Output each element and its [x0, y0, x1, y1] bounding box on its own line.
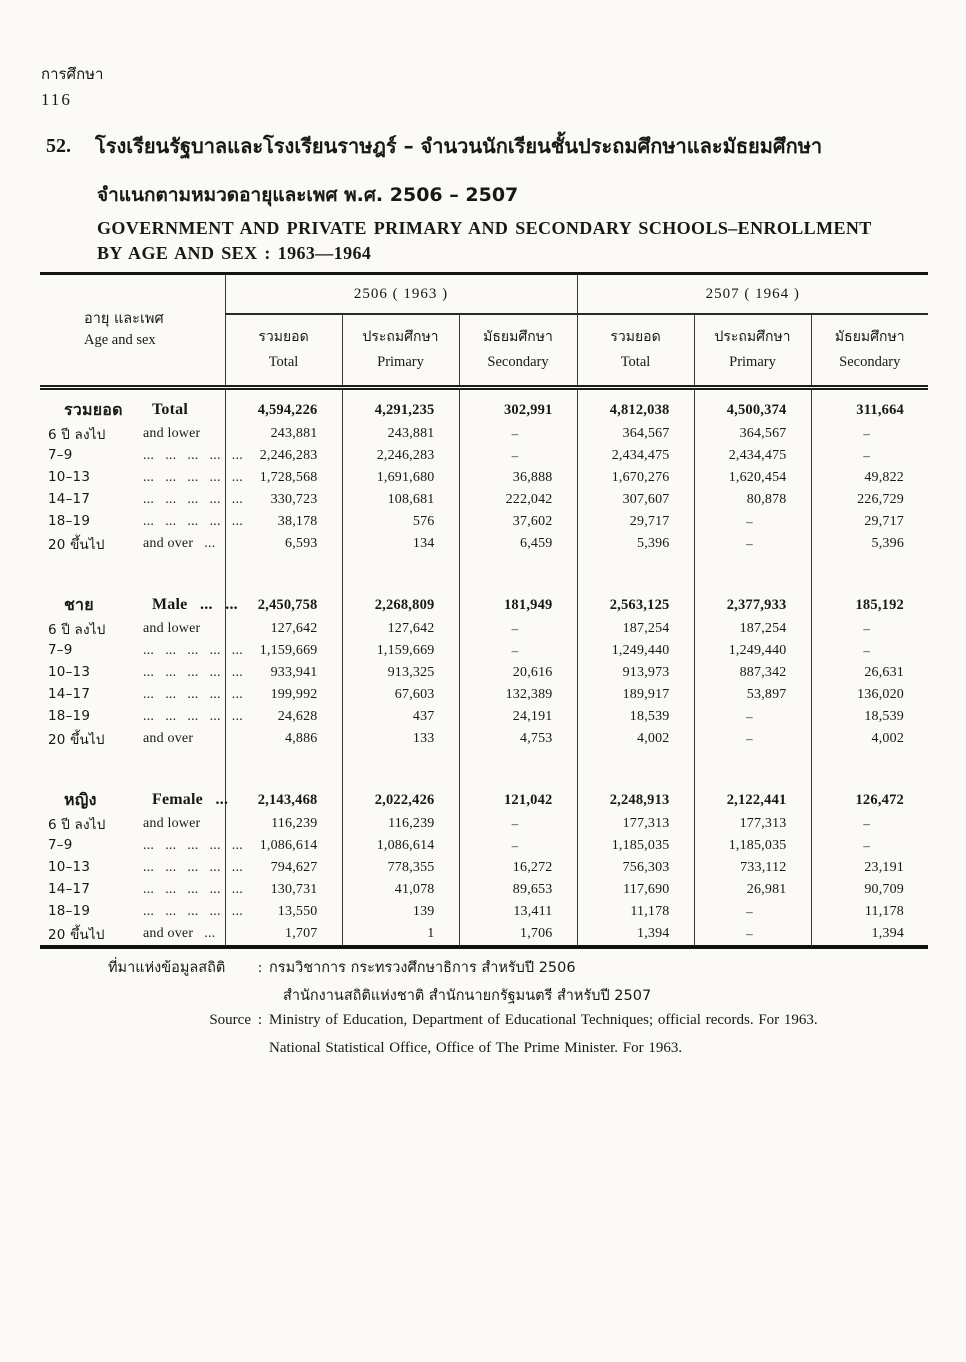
- column-header-english: Total: [620, 353, 651, 370]
- row-label: 18–19 ... ... ... ... ...: [48, 708, 243, 724]
- table-row: [40, 728, 928, 750]
- table-row: [40, 901, 928, 923]
- table-row: [40, 423, 928, 445]
- cell-value: 13,411: [459, 901, 577, 923]
- source-text-thai-2: สำนักงานสถิติแห่งชาติ สำนักนายกรัฐมนตรี สำหรับปี 2507: [283, 988, 652, 1004]
- cell-value: 1,707: [225, 923, 342, 947]
- cell-value: –: [694, 901, 811, 923]
- row-label: 6 ปี ลงไป and lower: [48, 620, 201, 638]
- enrollment-table: [40, 272, 928, 949]
- column-header-thai: มัธยมศึกษา: [483, 328, 553, 345]
- column-header-english: Primary: [377, 353, 424, 370]
- table-row: [40, 706, 928, 728]
- cell-value: 11,178: [577, 901, 694, 923]
- column-header-english: Total: [268, 353, 299, 370]
- cell-value: –: [459, 813, 577, 835]
- cell-value: 330,723: [225, 489, 342, 511]
- row-label: 6 ปี ลงไป and lower: [48, 425, 201, 443]
- row-label: ชาย Male ... ...: [64, 594, 238, 614]
- cell-value: 49,822: [811, 467, 928, 489]
- cell-value: 134: [342, 533, 459, 555]
- table-title-block: [46, 136, 926, 262]
- row-label: 14–17 ... ... ... ... ...: [48, 881, 243, 897]
- row-label: 10–13 ... ... ... ... ...: [48, 859, 243, 875]
- table-row: [40, 662, 928, 684]
- table-row: [40, 879, 928, 901]
- column-header-thai: ประถมศึกษา: [714, 328, 791, 345]
- cell-value: 437: [342, 706, 459, 728]
- cell-value: 24,191: [459, 706, 577, 728]
- cell-value: 913,325: [342, 662, 459, 684]
- cell-value: –: [811, 423, 928, 445]
- cell-value: 90,709: [811, 879, 928, 901]
- cell-value: 1,394: [811, 923, 928, 947]
- row-label: 7–9 ... ... ... ... ...: [48, 447, 243, 463]
- cell-value: 1,706: [459, 923, 577, 947]
- cell-value: 185,192: [811, 593, 928, 618]
- source-text-english-1: Ministry of Education, Department of Educational Techniques; official records. For 1963.: [269, 1012, 818, 1028]
- cell-value: 1,620,454: [694, 467, 811, 489]
- cell-value: 1,249,440: [694, 640, 811, 662]
- cell-value: 2,434,475: [577, 445, 694, 467]
- cell-value: 2,143,468: [225, 788, 342, 813]
- cell-value: –: [694, 533, 811, 555]
- cell-value: 1,394: [577, 923, 694, 947]
- cell-value: 127,642: [225, 618, 342, 640]
- cell-value: 4,812,038: [577, 398, 694, 423]
- cell-value: –: [811, 618, 928, 640]
- cell-value: –: [811, 445, 928, 467]
- cell-value: 53,897: [694, 684, 811, 706]
- cell-value: 794,627: [225, 857, 342, 879]
- cell-value: 4,291,235: [342, 398, 459, 423]
- cell-value: 933,941: [225, 662, 342, 684]
- cell-value: –: [459, 640, 577, 662]
- cell-value: 4,886: [225, 728, 342, 750]
- cell-value: –: [694, 706, 811, 728]
- source-line-english-2: [108, 1040, 928, 1068]
- table-row: [40, 835, 928, 857]
- cell-value: 4,500,374: [694, 398, 811, 423]
- column-header-english: Secondary: [839, 353, 901, 370]
- cell-value: 1,728,568: [225, 467, 342, 489]
- table-row: [40, 813, 928, 835]
- cell-value: 41,078: [342, 879, 459, 901]
- cell-value: 733,112: [694, 857, 811, 879]
- cell-value: 189,917: [577, 684, 694, 706]
- cell-value: 364,567: [694, 423, 811, 445]
- cell-value: 4,594,226: [225, 398, 342, 423]
- cell-value: 1,670,276: [577, 467, 694, 489]
- cell-value: 2,246,283: [225, 445, 342, 467]
- cell-value: 177,313: [577, 813, 694, 835]
- cell-value: 1,249,440: [577, 640, 694, 662]
- table-index-number: 52.: [46, 135, 71, 157]
- page-number: 116: [41, 90, 72, 109]
- title-thai-line2: จำแนกตามหมวดอายุและเพศ พ.ศ. 2506 – 2507: [97, 184, 519, 206]
- title-thai-line1: โรงเรียนรัฐบาลและโรงเรียนราษฎร์ – จำนวนนักเรียนชั้นประถมศึกษาและมัธยมศึกษา: [95, 134, 823, 158]
- table-row: [40, 511, 928, 533]
- cell-value: 38,178: [225, 511, 342, 533]
- table-row: [40, 923, 928, 947]
- table-row: [40, 467, 928, 489]
- cell-value: 187,254: [577, 618, 694, 640]
- cell-value: 2,434,475: [694, 445, 811, 467]
- cell-value: 199,992: [225, 684, 342, 706]
- source-label-english: Source: [209, 1012, 251, 1028]
- cell-value: –: [459, 423, 577, 445]
- row-label: รวมยอด Total: [64, 399, 188, 419]
- cell-value: 187,254: [694, 618, 811, 640]
- cell-value: 130,731: [225, 879, 342, 901]
- row-label: 20 ขึ้นไป and over ...: [48, 535, 216, 553]
- cell-value: 311,664: [811, 398, 928, 423]
- cell-value: –: [459, 445, 577, 467]
- cell-value: 11,178: [811, 901, 928, 923]
- cell-value: 132,389: [459, 684, 577, 706]
- cell-value: 2,246,283: [342, 445, 459, 467]
- cell-value: 89,653: [459, 879, 577, 901]
- cell-value: 1: [342, 923, 459, 947]
- cell-value: –: [694, 728, 811, 750]
- column-header-english: Secondary: [487, 353, 549, 370]
- cell-value: 302,991: [459, 398, 577, 423]
- cell-value: 80,878: [694, 489, 811, 511]
- cell-value: 5,396: [811, 533, 928, 555]
- column-header-total-1963: [225, 314, 342, 388]
- cell-value: 1,185,035: [694, 835, 811, 857]
- year-group-header-1963: 2506 ( 1963 ): [225, 274, 577, 315]
- group-header-row-male: [40, 593, 928, 618]
- column-header-english: Primary: [729, 353, 776, 370]
- source-line-thai-1: [108, 956, 928, 984]
- row-label: 14–17 ... ... ... ... ...: [48, 686, 243, 702]
- table-row: [40, 857, 928, 879]
- cell-value: 2,563,125: [577, 593, 694, 618]
- cell-value: 2,122,441: [694, 788, 811, 813]
- cell-value: 36,888: [459, 467, 577, 489]
- cell-value: 2,450,758: [225, 593, 342, 618]
- cell-value: 226,729: [811, 489, 928, 511]
- cell-value: 222,042: [459, 489, 577, 511]
- cell-value: 133: [342, 728, 459, 750]
- cell-value: 16,272: [459, 857, 577, 879]
- title-english-line2: BY AGE AND SEX : 1963—1964: [97, 243, 372, 263]
- cell-value: 26,631: [811, 662, 928, 684]
- table-body: [40, 388, 928, 947]
- cell-value: 181,949: [459, 593, 577, 618]
- cell-value: 29,717: [577, 511, 694, 533]
- column-header-secondary-1963: [459, 314, 577, 388]
- table-header: [40, 274, 928, 388]
- cell-value: 18,539: [811, 706, 928, 728]
- row-label: หญิง Female ...: [64, 789, 229, 809]
- cell-value: 4,753: [459, 728, 577, 750]
- cell-value: –: [811, 835, 928, 857]
- cell-value: 177,313: [694, 813, 811, 835]
- cell-value: 1,159,669: [342, 640, 459, 662]
- cell-value: 116,239: [342, 813, 459, 835]
- cell-value: 243,881: [342, 423, 459, 445]
- table-row: [40, 533, 928, 555]
- cell-value: 117,690: [577, 879, 694, 901]
- cell-value: 1,691,680: [342, 467, 459, 489]
- column-header-thai: รวมยอด: [258, 328, 309, 345]
- cell-value: 307,607: [577, 489, 694, 511]
- page-category: การศึกษา: [41, 65, 104, 83]
- row-label: 6 ปี ลงไป and lower: [48, 815, 201, 833]
- cell-value: 1,185,035: [577, 835, 694, 857]
- source-line-english-1: [108, 1012, 928, 1040]
- cell-value: 887,342: [694, 662, 811, 684]
- cell-value: –: [694, 923, 811, 947]
- row-label: 14–17 ... ... ... ... ...: [48, 491, 243, 507]
- cell-value: 2,022,426: [342, 788, 459, 813]
- cell-value: 20,616: [459, 662, 577, 684]
- cell-value: 1,159,669: [225, 640, 342, 662]
- cell-value: 2,268,809: [342, 593, 459, 618]
- cell-value: 2,248,913: [577, 788, 694, 813]
- table-row: [40, 489, 928, 511]
- row-label: 10–13 ... ... ... ... ...: [48, 469, 243, 485]
- cell-value: 37,602: [459, 511, 577, 533]
- column-header-primary-1963: [342, 314, 459, 388]
- row-label: 20 ขึ้นไป and over ...: [48, 925, 216, 943]
- cell-value: 29,717: [811, 511, 928, 533]
- column-header-primary-1964: [694, 314, 811, 388]
- cell-value: 6,459: [459, 533, 577, 555]
- cell-value: 18,539: [577, 706, 694, 728]
- stub-header: [40, 274, 225, 388]
- block-spacer-row: [40, 388, 928, 398]
- source-block: [108, 956, 928, 1068]
- cell-value: 139: [342, 901, 459, 923]
- year-group-header-1964: 2507 ( 1964 ): [577, 274, 928, 315]
- cell-value: 108,681: [342, 489, 459, 511]
- cell-value: –: [459, 835, 577, 857]
- cell-value: 127,642: [342, 618, 459, 640]
- cell-value: 5,396: [577, 533, 694, 555]
- cell-value: 121,042: [459, 788, 577, 813]
- cell-value: –: [459, 618, 577, 640]
- cell-value: 126,472: [811, 788, 928, 813]
- block-spacer-row: [40, 555, 928, 593]
- cell-value: 243,881: [225, 423, 342, 445]
- cell-value: 364,567: [577, 423, 694, 445]
- table-row: [40, 618, 928, 640]
- table-row: [40, 640, 928, 662]
- row-label: 18–19 ... ... ... ... ...: [48, 513, 243, 529]
- cell-value: –: [811, 640, 928, 662]
- cell-value: 136,020: [811, 684, 928, 706]
- cell-value: 13,550: [225, 901, 342, 923]
- column-header-thai: รวมยอด: [610, 328, 661, 345]
- cell-value: 23,191: [811, 857, 928, 879]
- column-header-secondary-1964: [811, 314, 928, 388]
- cell-value: 116,239: [225, 813, 342, 835]
- table-row: [40, 684, 928, 706]
- cell-value: 778,355: [342, 857, 459, 879]
- cell-value: 4,002: [577, 728, 694, 750]
- group-header-row-female: [40, 788, 928, 813]
- stub-header-thai: อายุ และเพศ: [84, 310, 164, 327]
- cell-value: 6,593: [225, 533, 342, 555]
- source-label-thai: ที่มาแห่งข้อมูลสถิติ: [108, 960, 226, 976]
- column-header-total-1964: [577, 314, 694, 388]
- source-text-thai-1: กรมวิชาการ กระทรวงศึกษาธิการ สำหรับปี 2506: [269, 960, 576, 976]
- row-label: 7–9 ... ... ... ... ...: [48, 837, 243, 853]
- cell-value: 26,981: [694, 879, 811, 901]
- cell-value: 576: [342, 511, 459, 533]
- source-colon: :: [257, 960, 263, 976]
- group-header-row-total: [40, 398, 928, 423]
- row-label: 20 ขึ้นไป and over: [48, 730, 194, 748]
- block-spacer-row: [40, 750, 928, 788]
- row-label: 18–19 ... ... ... ... ...: [48, 903, 243, 919]
- column-header-thai: ประถมศึกษา: [362, 328, 439, 345]
- column-header-thai: มัธยมศึกษา: [834, 328, 905, 345]
- cell-value: 1,086,614: [225, 835, 342, 857]
- title-english-line1: GOVERNMENT AND PRIVATE PRIMARY AND SECONDARY SCHOOLS–ENROLLMENT: [97, 218, 872, 238]
- row-label: 7–9 ... ... ... ... ...: [48, 642, 243, 658]
- cell-value: 2,377,933: [694, 593, 811, 618]
- stub-header-english: Age and sex: [84, 332, 156, 348]
- cell-value: 24,628: [225, 706, 342, 728]
- cell-value: –: [811, 813, 928, 835]
- table-row: [40, 445, 928, 467]
- cell-value: –: [694, 511, 811, 533]
- row-label: 10–13 ... ... ... ... ...: [48, 664, 243, 680]
- source-colon: :: [257, 1012, 263, 1028]
- cell-value: 913,973: [577, 662, 694, 684]
- source-line-thai-2: [108, 984, 928, 1012]
- source-text-english-2: National Statistical Office, Office of The Prime Minister. For 1963.: [269, 1040, 683, 1056]
- cell-value: 756,303: [577, 857, 694, 879]
- cell-value: 67,603: [342, 684, 459, 706]
- cell-value: 1,086,614: [342, 835, 459, 857]
- cell-value: 4,002: [811, 728, 928, 750]
